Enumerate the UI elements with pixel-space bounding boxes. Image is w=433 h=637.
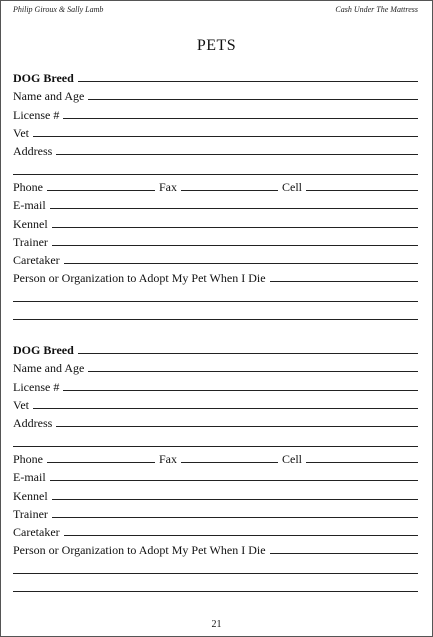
address-label: Address	[13, 143, 53, 158]
phone-line[interactable]	[47, 462, 155, 463]
cell-label: Cell	[282, 180, 302, 195]
name-age-row	[13, 84, 418, 102]
vet-label: Vet	[13, 125, 29, 140]
phone-row	[13, 175, 418, 193]
pet-form-1	[13, 66, 418, 320]
email-label: E-mail	[13, 470, 46, 485]
trainer-row	[13, 230, 418, 248]
adopt-line-2[interactable]	[13, 573, 418, 574]
address-row	[13, 411, 418, 429]
name-age-label: Name and Age	[13, 89, 85, 104]
caretaker-line[interactable]	[64, 535, 418, 536]
address-row	[13, 139, 418, 157]
name-age-line[interactable]	[88, 371, 418, 372]
license-line[interactable]	[63, 390, 418, 391]
caretaker-label: Caretaker	[13, 252, 60, 267]
address-label: Address	[13, 415, 53, 430]
adopt-line-2[interactable]	[13, 301, 418, 302]
phone-label: Phone	[13, 452, 43, 467]
cell-label: Cell	[282, 452, 302, 467]
page-title: PETS	[196, 37, 237, 54]
name-age-row	[13, 356, 418, 374]
adopt-line[interactable]	[270, 553, 418, 554]
fax-line[interactable]	[181, 462, 278, 463]
phone-label: Phone	[13, 180, 43, 195]
address-line[interactable]	[56, 154, 418, 155]
fax-label: Fax	[159, 180, 177, 195]
caretaker-row	[13, 520, 418, 538]
fax-label: Fax	[159, 452, 177, 467]
header-book-title: Cash Under The Mattress	[335, 5, 418, 14]
phone-row	[13, 447, 418, 465]
kennel-line[interactable]	[52, 499, 418, 500]
vet-line[interactable]	[33, 136, 418, 137]
adopt-row	[13, 266, 418, 284]
name-age-label: Name and Age	[13, 361, 85, 376]
email-line[interactable]	[50, 208, 418, 209]
cell-line[interactable]	[306, 190, 418, 191]
license-label: License #	[13, 379, 60, 394]
vet-row	[13, 393, 418, 411]
trainer-line[interactable]	[52, 245, 418, 246]
vet-label: Vet	[13, 397, 29, 412]
trainer-line[interactable]	[52, 517, 418, 518]
adopt-line-3[interactable]	[13, 319, 418, 320]
adopt-row	[13, 538, 418, 556]
breed-row	[13, 338, 418, 356]
phone-line[interactable]	[47, 190, 155, 191]
email-label: E-mail	[13, 198, 46, 213]
trainer-label: Trainer	[13, 234, 48, 249]
trainer-label: Trainer	[13, 506, 48, 521]
adopt-line-3[interactable]	[13, 591, 418, 592]
breed-line[interactable]	[78, 81, 418, 82]
adopt-label: Person or Organization to Adopt My Pet When I Die	[13, 271, 266, 286]
address-line[interactable]	[56, 426, 418, 427]
kennel-line[interactable]	[52, 227, 418, 228]
license-line[interactable]	[63, 118, 418, 119]
caretaker-line[interactable]	[64, 263, 418, 264]
page-number: 21	[211, 619, 222, 630]
pet-form-2	[13, 338, 418, 592]
kennel-row	[13, 483, 418, 501]
vet-row	[13, 121, 418, 139]
email-row	[13, 193, 418, 211]
caretaker-row	[13, 248, 418, 266]
breed-line[interactable]	[78, 353, 418, 354]
fax-line[interactable]	[181, 190, 278, 191]
license-row	[13, 102, 418, 120]
kennel-label: Kennel	[13, 488, 48, 503]
license-label: License #	[13, 107, 60, 122]
header-authors: Philip Giroux & Sally Lamb	[13, 5, 104, 14]
breed-label: DOG Breed	[13, 343, 74, 358]
name-age-line[interactable]	[88, 99, 418, 100]
license-row	[13, 374, 418, 392]
vet-line[interactable]	[33, 408, 418, 409]
breed-label: DOG Breed	[13, 71, 74, 86]
adopt-line[interactable]	[270, 281, 418, 282]
trainer-row	[13, 502, 418, 520]
breed-row	[13, 66, 418, 84]
kennel-row	[13, 211, 418, 229]
kennel-label: Kennel	[13, 216, 48, 231]
caretaker-label: Caretaker	[13, 524, 60, 539]
cell-line[interactable]	[306, 462, 418, 463]
email-row	[13, 465, 418, 483]
email-line[interactable]	[50, 480, 418, 481]
adopt-label: Person or Organization to Adopt My Pet When I Die	[13, 543, 266, 558]
